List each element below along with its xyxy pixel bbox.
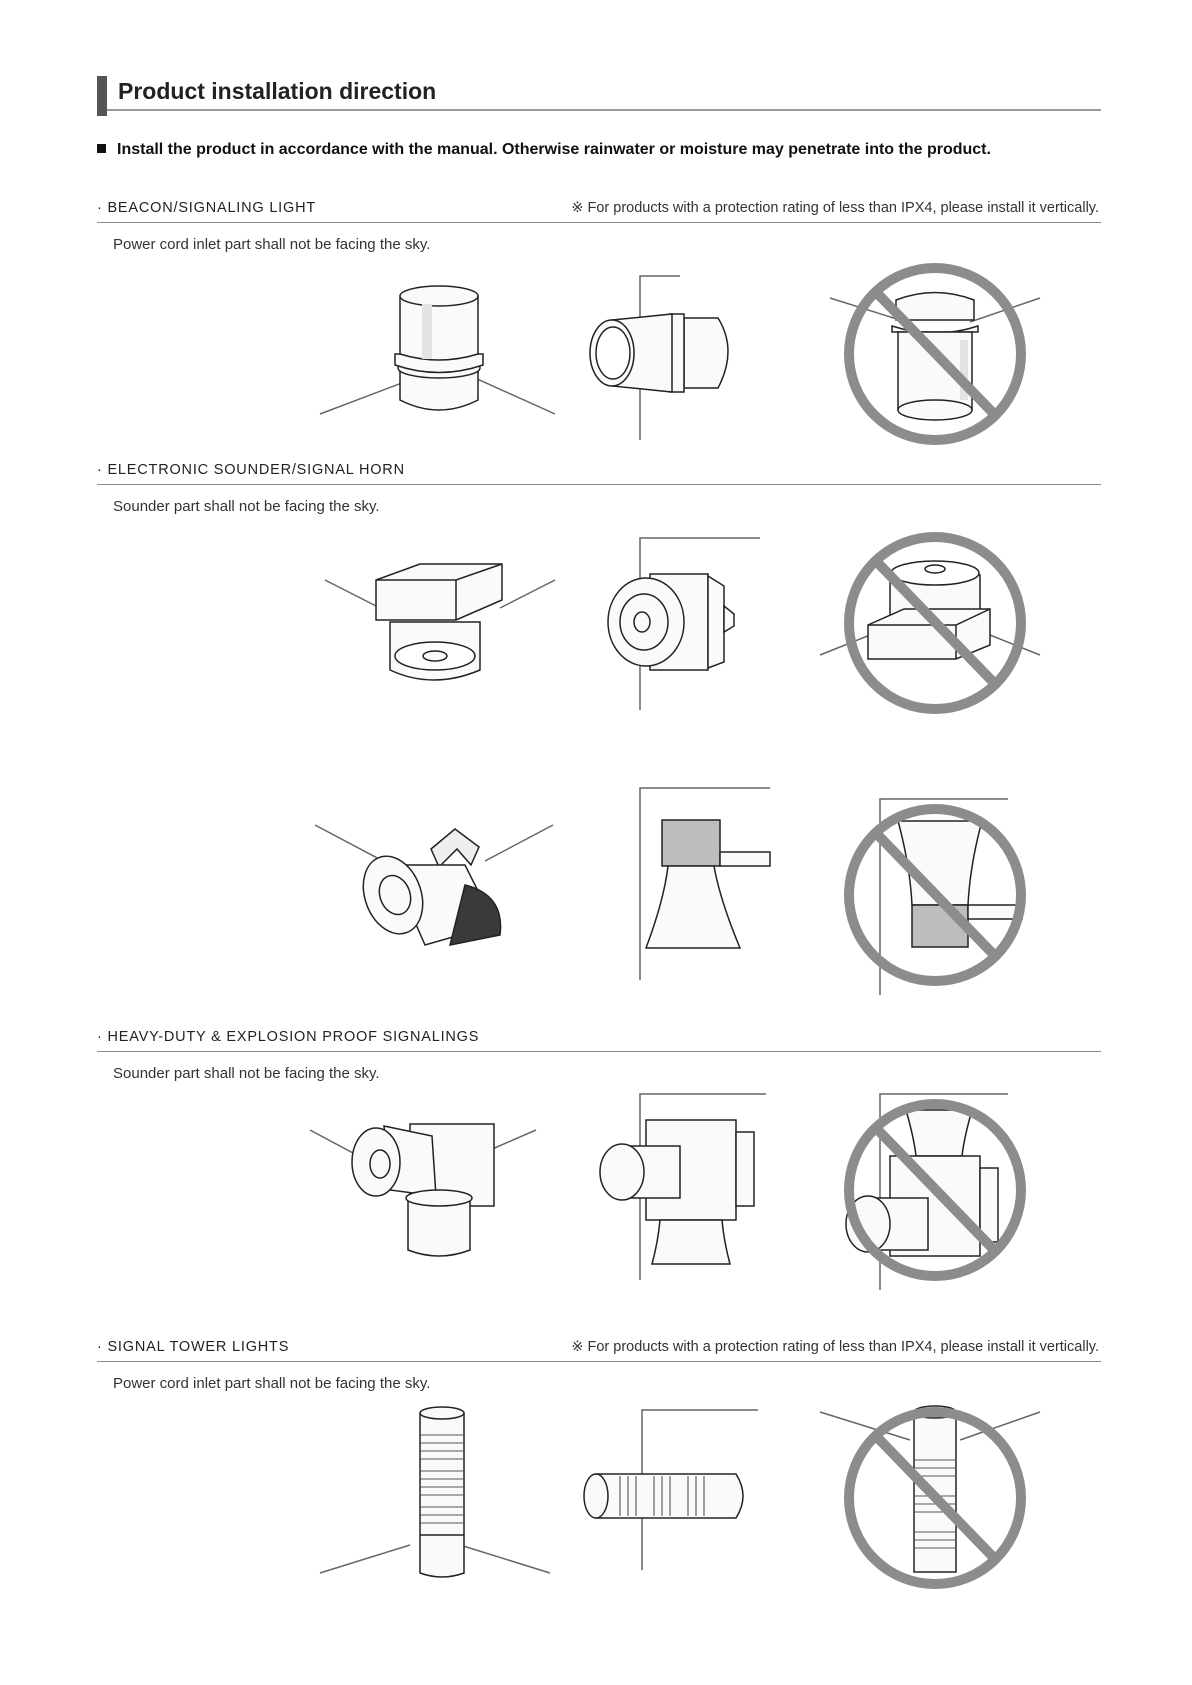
- section-note: ※ For products with a protection rating of less than IPX4, please install it vertically.: [571, 1339, 1099, 1355]
- signal-tower-icon: [320, 1405, 560, 1585]
- square-bullet-icon: [97, 144, 106, 153]
- section-label: · SIGNAL TOWER LIGHTS: [97, 1339, 290, 1355]
- prohibited-sign-icon: [820, 1090, 1060, 1290]
- section-label: · HEAVY-DUTY & EXPLOSION PROOF SIGNALINGS: [97, 1029, 480, 1045]
- section-divider: [97, 484, 1101, 485]
- section-description: Power cord inlet part shall not be facing the sky.: [113, 236, 431, 253]
- horn-icon: [315, 825, 565, 975]
- section-note: ※ For products with a protection rating of less than IPX4, please install it vertically.: [571, 200, 1099, 216]
- prohibited-sign-icon: [820, 260, 1060, 460]
- beacon-icon: [300, 280, 570, 430]
- sounder-icon: [580, 530, 760, 710]
- page-title: [97, 72, 1101, 110]
- section-description: Sounder part shall not be facing the sky.: [113, 498, 380, 515]
- section-label: · BEACON/SIGNALING LIGHT: [97, 200, 317, 216]
- prohibited-sign-icon: [820, 795, 1060, 995]
- title-underline: [107, 109, 1101, 111]
- prohibited-sign-icon: [820, 525, 1060, 725]
- page-title-text: Product installation direction: [118, 78, 437, 104]
- section-divider: [97, 222, 1101, 223]
- explosion-proof-horn-icon: [310, 1100, 560, 1270]
- section-divider: [97, 1051, 1101, 1052]
- sounder-icon: [320, 550, 560, 700]
- section-description: Sounder part shall not be facing the sky.: [113, 1065, 380, 1082]
- installation-notice: [97, 141, 991, 159]
- explosion-proof-horn-icon: [580, 1090, 770, 1280]
- notice-text: Install the product in accordance with the manual. Otherwise rainwater or moisture may penetrate into the product.: [117, 141, 991, 158]
- signal-tower-icon: [560, 1400, 780, 1570]
- beacon-icon: [580, 270, 760, 440]
- section-label: · ELECTRONIC SOUNDER/SIGNAL HORN: [97, 462, 405, 478]
- section-description: Power cord inlet part shall not be facing the sky.: [113, 1375, 431, 1392]
- prohibited-sign-icon: [820, 1400, 1060, 1600]
- horn-icon: [580, 780, 770, 980]
- title-accent-bar: [97, 76, 107, 116]
- section-divider: [97, 1361, 1101, 1362]
